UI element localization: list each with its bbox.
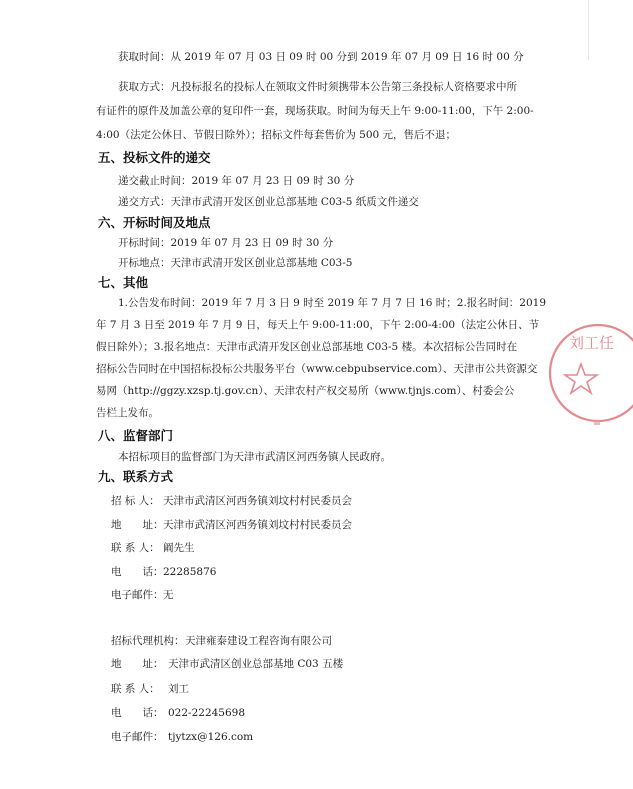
supervision-text: 本招标项目的监督部门为天津市武清区河西务镇人民政府。 [118, 451, 391, 463]
section-7-heading: 七、其他 [98, 275, 149, 290]
agent-contact-label: 联 系 人： [111, 683, 160, 695]
tenderer-email: 无 [163, 589, 174, 601]
other-line-4: 招标公告同时在中国招标投标公共服务平台（www.cebpubservice.com）、天津市公共资源交 [96, 363, 538, 375]
agent-email-label: 电子邮件： [111, 731, 164, 743]
agent-contact: 刘工 [168, 683, 189, 695]
section-8-heading: 八、监督部门 [98, 428, 174, 443]
other-line-2: 年 7 月 3 日至 2019 年 7 月 9 日，每天上午 9:00-11:00，下午 2:00-4:00（法定公休日、节 [96, 319, 540, 331]
agent-phone-label: 电 话： [111, 707, 164, 719]
agent-address-label: 地 址： [111, 658, 164, 670]
agent-name-label: 招标代理机构： [111, 635, 185, 647]
bid-submission-place: 递交方式：天津市武清开发区创业总部基地 C03-5 纸质文件递交 [118, 196, 419, 208]
opening-time: 开标时间：2019 年 07 月 23 日 09 时 30 分 [118, 237, 334, 249]
seal-star-icon [565, 364, 597, 393]
other-line-6: 告栏上发布。 [96, 407, 159, 419]
bid-deadline: 递交截止时间：2019 年 07 月 23 日 09 时 30 分 [118, 175, 355, 187]
agent-phone: 022-22245698 [168, 707, 246, 719]
acquire-method-line-3: 4:00（法定公休日、节假日除外）；招标文件每套售价为 500 元，售后不退； [96, 129, 457, 141]
acquire-method-line-2: 有证件的原件及加盖公章的复印件一套，现场获取。时间为每天上午 9:00-11:00，下午 2:00- [96, 105, 534, 117]
tenderer-name-label: 招 标 人： [111, 495, 160, 507]
tenderer-contact: 阚先生 [163, 542, 195, 554]
section-5-heading: 五、投标文件的递交 [98, 150, 211, 165]
tenderer-contact-label: 联 系 人： [111, 542, 160, 554]
opening-place: 开标地点：天津市武清开发区创业总部基地 C03-5 [118, 257, 353, 269]
scan-edge-mark [588, 0, 589, 60]
section-9-heading: 九、联系方式 [98, 469, 174, 484]
agent-email: tjytzx@126.com [168, 731, 254, 743]
seal-fragment-mark [594, 420, 600, 425]
tenderer-phone-label: 电 话： [111, 566, 164, 578]
tenderer-name: 天津市武清区河西务镇刘坟村村民委员会 [163, 495, 352, 507]
other-line-1: 1.公告发布时间：2019 年 7 月 3 日 9 时至 2019 年 7 月 7 日 16 时；2.报名时间：2019 [118, 297, 547, 309]
agent-address: 天津市武清区创业总部基地 C03 五楼 [168, 658, 344, 670]
agent-name: 天津雍泰建设工程咨询有限公司 [185, 635, 332, 647]
official-seal-stamp [543, 318, 633, 428]
acquire-method-line-1: 获取方式：凡投标报名的投标人在领取文件时须携带本公告第三条投标人资格要求中所 [118, 81, 517, 93]
tenderer-email-label: 电子邮件： [111, 589, 164, 601]
other-line-5: 易网（http://ggzy.xzsp.tj.gov.cn）、天津农村产权交易所（www.tjnjs.com）、村委会公 [96, 385, 515, 397]
tenderer-phone: 22285876 [163, 566, 217, 578]
tenderer-address: 天津市武清区河西务镇刘坟村村民委员会 [163, 519, 352, 531]
section-6-heading: 六、开标时间及地点 [98, 215, 211, 230]
other-line-3: 假日除外）；3.报名地点：天津市武清开发区创业总部基地 C03-5 楼。本次招标公告同时在 [96, 341, 518, 353]
tenderer-address-label: 地 址： [111, 519, 164, 531]
seal-text: 刘工任 [569, 334, 615, 352]
acquire-time: 获取时间：从 2019 年 07 月 03 日 09 时 00 分到 2019 年 07 月 09 日 16 时 00 分 [118, 51, 524, 63]
